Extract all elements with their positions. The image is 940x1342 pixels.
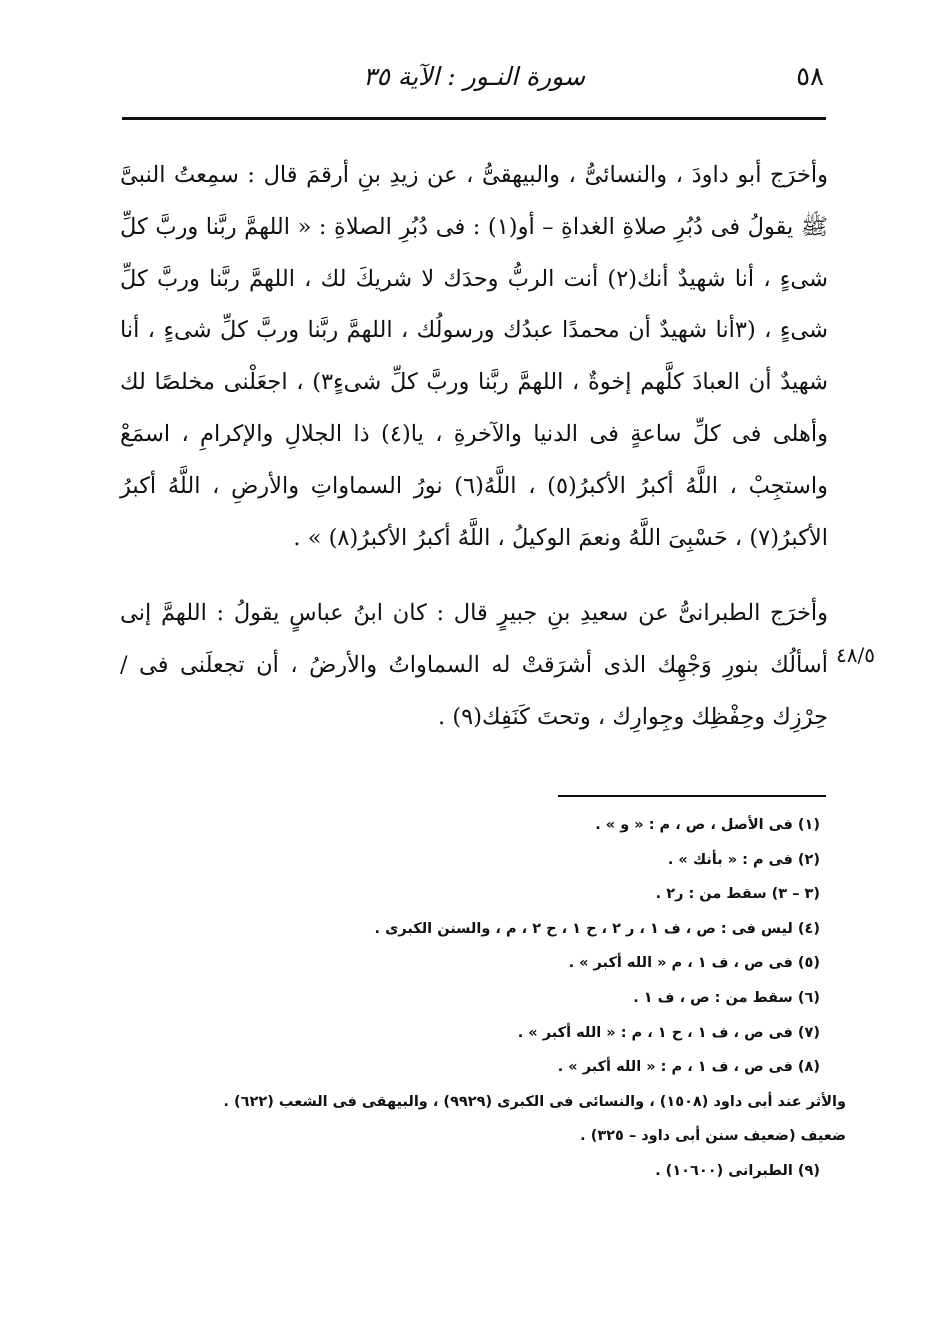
paragraph-tabarani xyxy=(120,588,828,743)
footnote: (٨) فى ص ، ف ١ ، م : « الله أكبر » . xyxy=(557,1059,820,1076)
header-rule xyxy=(122,117,826,120)
text-line: أسألُك بنورِ وَجْهِك الذى أشرَقتْ له السماواتُ والأرضُ ، أن تجعلَنى فى /حِرْزِك xyxy=(120,652,828,730)
footnote: (٤) ليس فى : ص ، ف ١ ، ر ٢ ، ح ١ ، ح ٢ ، م ، والسنن الكبرى . xyxy=(374,920,820,937)
paragraph-abu-dawud xyxy=(120,150,828,564)
footnote: (٣ – ٣) سقط من : ر٢ . xyxy=(655,886,820,903)
paragraph-gap xyxy=(120,564,828,588)
text-line: وحِفْظِك وجِوارِك ، وتحتَ كَنَفِك(٩) . xyxy=(438,703,766,730)
footnote: (١) فى الأصل ، ص ، م : « و » . xyxy=(595,817,820,833)
margin-volume-page-note: ٤٨/٥ xyxy=(836,643,875,667)
text-line: الأكبرُ(٧) ، حَسْبِىَ اللَّهُ ونعمَ الوكيلُ ، اللَّهُ أكبرُ الأكبرُ(٨) » . xyxy=(293,524,828,551)
text-line: كلِّ شىءٍ ، أنا شهيدٌ أنك(٢) أنت الربُّ وحدَك لا شريكَ لك ، اللهمَّ ربَّنا وربَّ xyxy=(120,213,828,292)
text-line: وأخرَج الطبرانىُّ عن سعيدِ بنِ جبيرٍ قال : كان ابنُ عباسٍ يقولُ : اللهمَّ إنى xyxy=(120,600,828,627)
main-text xyxy=(120,150,828,744)
text-line: لك وأهلى فى كلِّ ساعةٍ فى الدنيا والآخرةِ ، يا(٤) ذا الجلالِ والإكرامِ ، اسمَعْ xyxy=(120,369,828,447)
text-line: وأخرَج أبو داودَ ، والنسائىُّ ، والبيهقىُّ ، عن زيدِ بنِ أرقمَ قال : سمِعتُ xyxy=(174,162,828,188)
page-number: ٥٨ xyxy=(796,62,824,92)
footnote-separator xyxy=(558,795,826,797)
text-line: واستجِبْ ، اللَّهُ أكبرُ الأكبرُ(٥) ، اللَّهُ(٦) نورُ السماواتِ والأرضِ ، اللَّهُ أكبرُ xyxy=(120,472,828,499)
page-header xyxy=(122,62,826,106)
text-line: أنا شهيدٌ أن العبادَ كلَّهم إخوةٌ ، اللهمَّ ربَّنا وربَّ كلِّ شىءٍ٣) ، اجعَلْنى مخلصًا xyxy=(120,317,828,396)
footnotes xyxy=(180,808,846,1189)
text-line: كلِّ شىءٍ ، (٣أنا شهيدٌ أن محمدًا عبدُك ورسولُك ، اللهمَّ ربَّنا وربَّ كلِّ شىءٍ ، xyxy=(120,265,828,344)
footnote-continuation: ضعيف (ضعيف سنن أبى داود – ٣٢٥) . xyxy=(580,1128,846,1145)
footnote: (٩) الطبرانى (١٠٦٠٠) . xyxy=(655,1162,820,1179)
footnote: (٦) سقط من : ص ، ف ١ . xyxy=(633,989,820,1006)
running-title: سورة النـور : الآية ٣٥ xyxy=(362,62,586,91)
footnote: (٢) فى م : « بأنك » . xyxy=(667,851,820,868)
footnote: (٧) فى ص ، ف ١ ، ح ١ ، م : « الله أكبر » . xyxy=(517,1024,820,1041)
footnote: (٥) فى ص ، ف ١ ، م « الله أكبر » . xyxy=(568,955,820,972)
footnote-continuation: والأثر عند أبى داود (١٥٠٨) ، والنسائى فى الكبرى (٩٩٢٩) ، والبيهقى فى الشعب (٦٢٢) . xyxy=(223,1093,846,1110)
text-line: النبىَّ ﷺ يقولُ فى دُبُرِ صلاةِ الغداةِ – أو(١) : فى دُبُرِ الصلاةِ : « اللهمَّ ربَّنا وربَّ xyxy=(120,162,828,240)
